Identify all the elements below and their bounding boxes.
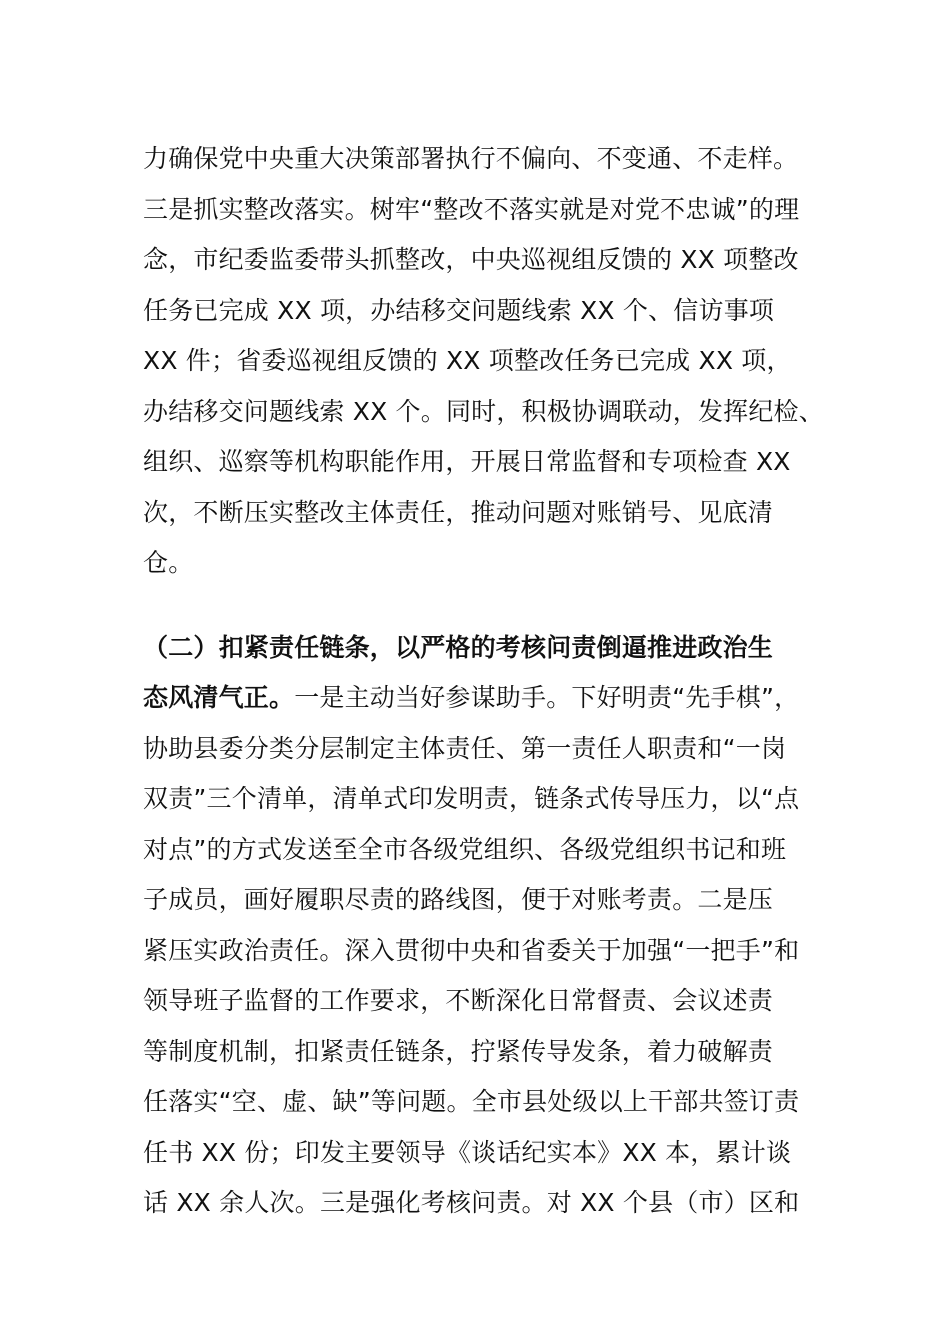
paragraph-line: 办结移交问题线索 XX 个。同时，积极协调联动，发挥纪检、 — [143, 396, 824, 426]
paragraph-line: 次，不断压实整改主体责任，推动问题对账销号、见底清 — [143, 497, 774, 527]
section-heading: （二）扣紧责任链条，以严格的考核问责倒逼推进政治生 — [143, 632, 774, 662]
paragraph-line: 仓。 — [143, 548, 194, 577]
paragraph-line: 任务已完成 XX 项，办结移交问题线索 XX 个、信访事项 — [143, 295, 775, 325]
paragraph-line: 力确保党中央重大决策部署执行不偏向、不变通、不走样。 — [143, 144, 799, 173]
paragraph-line — [143, 673, 843, 724]
paragraph-line: 任书 XX 份；印发主要领导《谈话纪实本》XX 本，累计谈 — [143, 1137, 792, 1167]
paragraph-line: 三是抓实整改落实。树牢“整改不落实就是对党不忠诚”的理 — [143, 194, 800, 224]
paragraph-gap — [143, 589, 843, 623]
paragraph-line: 等制度机制，扣紧责任链条，拧紧传导发条，着力破解责 — [143, 1036, 774, 1066]
paragraph-line: 双责”三个清单，清单式印发明责，链条式传导压力，以“点 — [143, 784, 800, 813]
paragraph-line: 紧压实政治责任。深入贯彻中央和省委关于加强“一把手”和 — [143, 935, 800, 965]
paragraph-line: 协助县委分类分层制定主体责任、第一责任人职责和“一岗 — [143, 733, 787, 763]
paragraph-line: 对点”的方式发送至全市各级党组织、各级党组织书记和班 — [143, 834, 787, 864]
paragraph-line: 话 XX 余人次。三是强化考核问责。对 XX 个县（市）区和 — [143, 1188, 800, 1217]
paragraph-line: 念，市纪委监委带头抓整改，中央巡视组反馈的 XX 项整改 — [143, 245, 799, 274]
paragraph-line: 任落实“空、虚、缺”等问题。全市县处级以上干部共签订责 — [143, 1087, 800, 1116]
paragraph-line: XX 件；省委巡视组反馈的 XX 项整改任务已完成 XX 项， — [143, 346, 792, 375]
paragraph-text: 一是主动当好参谋助手。下好明责“先手棋”， — [294, 683, 800, 712]
paragraph-line: 组织、巡察等机构职能作用，开展日常监督和专项检查 XX — [143, 447, 791, 476]
paragraph-line: 领导班子监督的工作要求，不断深化日常督责、会议述责 — [143, 986, 774, 1015]
section-heading-continued: 态风清气正。 — [143, 683, 295, 712]
paragraph-line: 子成员，画好履职尽责的路线图，便于对账考责。二是压 — [143, 885, 774, 914]
document-body — [143, 134, 843, 1229]
